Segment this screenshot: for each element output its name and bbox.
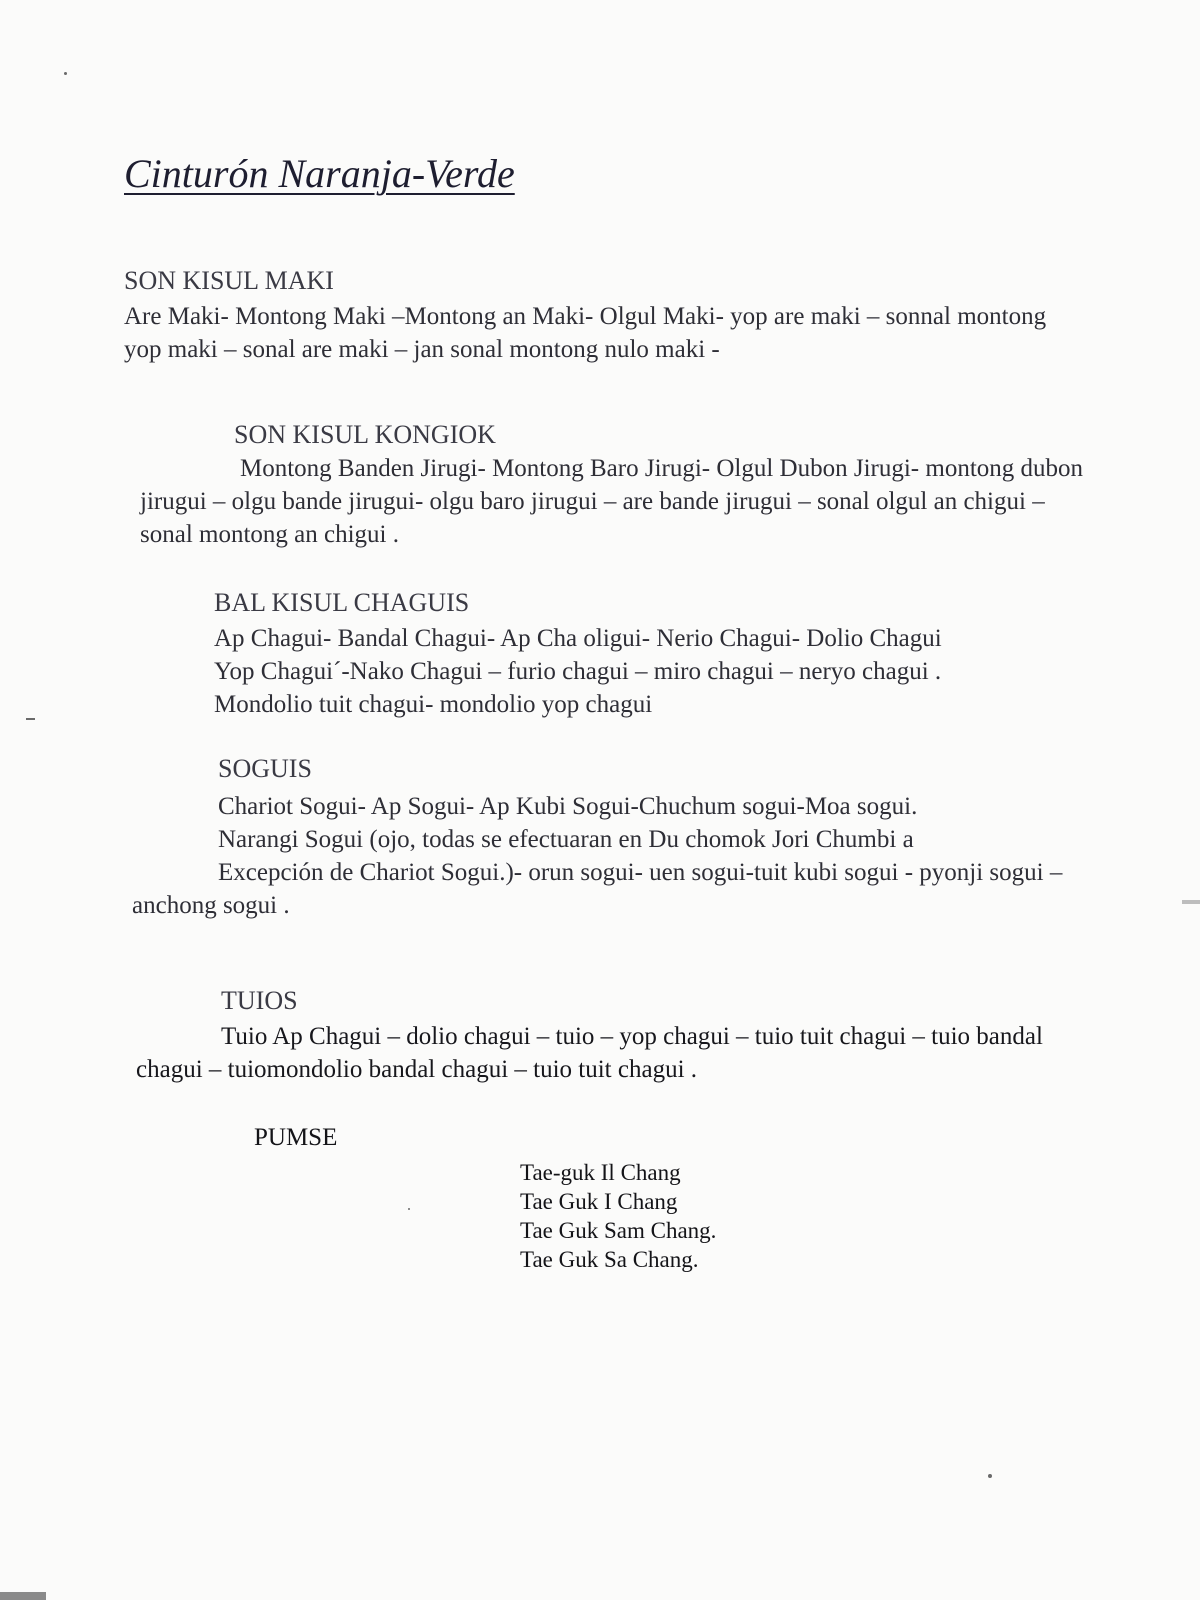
list-item: Tae Guk Sa Chang.	[520, 1247, 699, 1272]
section-heading: SON KISUL MAKI	[124, 266, 334, 295]
section-line: anchong sogui .	[132, 892, 290, 919]
section-heading: BAL KISUL CHAGUIS	[214, 588, 470, 617]
section-line: Ap Chagui- Bandal Chagui- Ap Cha oligui- Nerio Chagui- Dolio Chagui	[214, 625, 942, 652]
section-tuios	[136, 986, 1043, 1086]
section-line: Mondolio tuit chagui- mondolio yop chagui	[214, 691, 653, 718]
section-pumse	[254, 1124, 337, 1152]
section-bal-kisul-chaguis	[214, 588, 942, 721]
section-line: Montong Banden Jirugi- Montong Baro Jirugi- Olgul Dubon Jirugi- montong dubon	[240, 455, 1084, 482]
section-heading: PUMSE	[254, 1124, 338, 1151]
scan-speck	[988, 1474, 992, 1478]
pumse-forms-list	[520, 1158, 716, 1274]
section-line: Are Maki- Montong Maki –Montong an Maki- Olgul Maki- yop are maki – sonnal montong	[124, 303, 1047, 330]
list-item: Tae-guk Il Chang	[520, 1160, 681, 1185]
section-heading: TUIOS	[221, 986, 298, 1015]
section-line: Excepción de Chariot Sogui.)- orun sogui- uen sogui-tuit kubi sogui - pyonji sogui –	[218, 859, 1063, 886]
scan-speck	[26, 718, 35, 720]
scan-speck	[408, 1208, 410, 1210]
scan-speck	[64, 72, 67, 75]
section-line: Tuio Ap Chagui – dolio chagui – tuio – yop chagui – tuio tuit chagui – tuio bandal	[221, 1023, 1043, 1050]
section-line: sonal montong an chigui .	[140, 521, 399, 548]
section-heading: SON KISUL KONGIOK	[234, 420, 496, 449]
section-heading: SOGUIS	[218, 754, 312, 783]
list-item: Tae Guk I Chang	[520, 1189, 678, 1214]
section-line: Narangi Sogui (ojo, todas se efectuaran en Du chomok Jori Chumbi a	[218, 826, 914, 853]
section-son-kisul-kongiok	[140, 420, 1083, 551]
section-line: jirugui – olgu bande jirugui- olgu baro jirugui – are bande jirugui – sonal olgul an chigui –	[140, 488, 1045, 515]
section-line: yop maki – sonal are maki – jan sonal montong nulo maki -	[124, 336, 720, 363]
scan-edge-mark	[1182, 900, 1200, 904]
section-line: chagui – tuiomondolio bandal chagui – tuio tuit chagui .	[136, 1056, 698, 1083]
scan-edge-mark	[0, 1592, 46, 1600]
page-title: Cinturón Naranja-Verde	[124, 151, 515, 196]
section-soguis	[132, 754, 1062, 922]
section-line: Chariot Sogui- Ap Sogui- Ap Kubi Sogui-Chuchum sogui-Moa sogui.	[218, 793, 918, 820]
list-item: Tae Guk Sam Chang.	[520, 1218, 717, 1243]
section-line: Yop Chagui´-Nako Chagui – furio chagui – miro chagui – neryo chagui .	[214, 658, 942, 685]
section-son-kisul-maki	[124, 266, 1046, 366]
